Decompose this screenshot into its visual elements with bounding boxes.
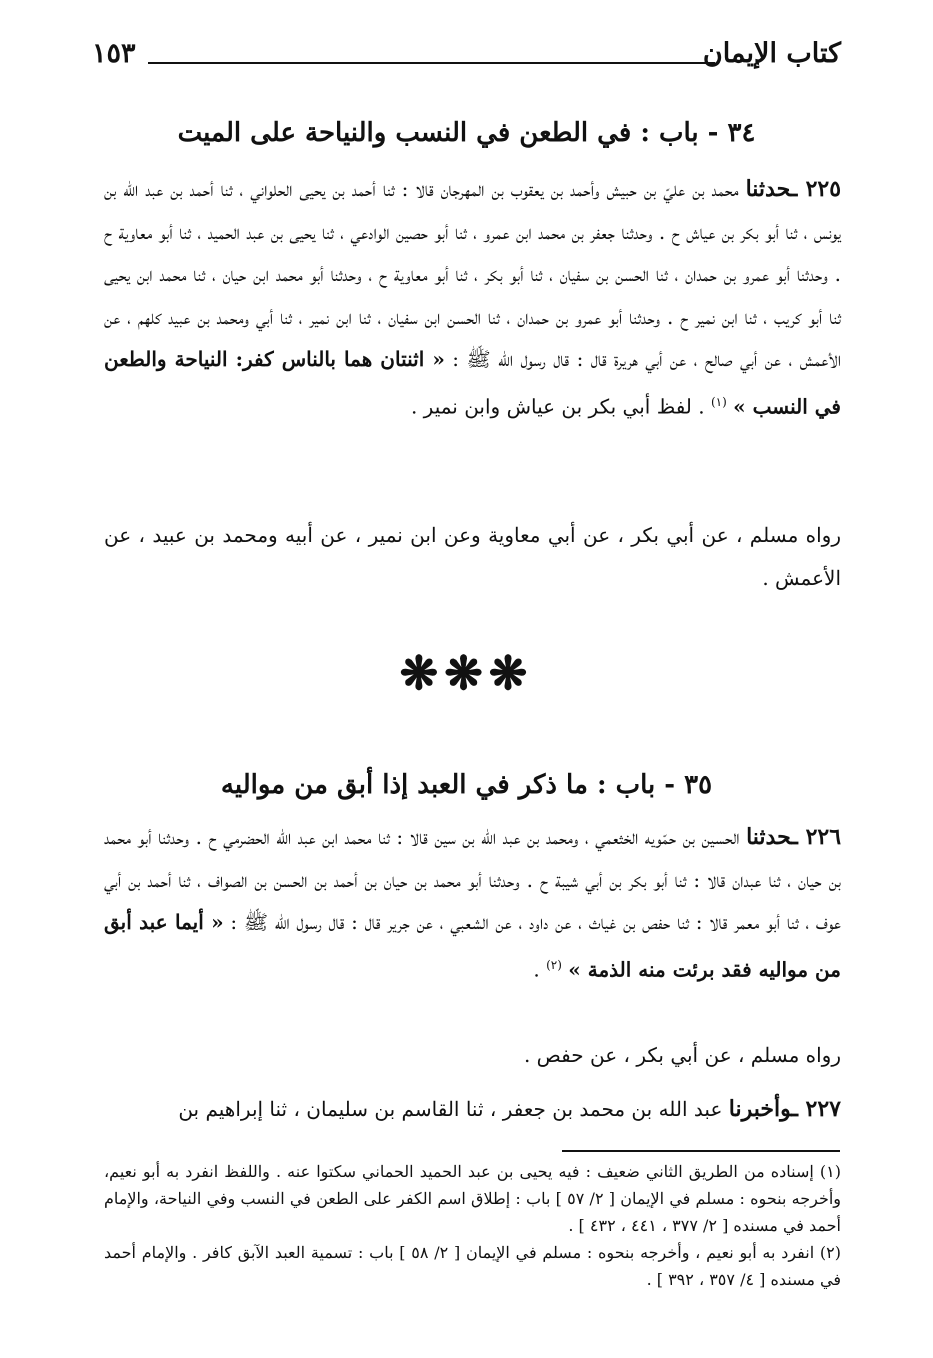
hadith-number: ٢٢٥ ـ	[790, 176, 842, 202]
riwaya-226: رواه مسلم ، عن أبي بكر ، عن حفص .	[523, 1043, 841, 1067]
footnote-ref-2: (٢)	[546, 957, 562, 972]
hadith-225	[104, 168, 841, 428]
footnote-ref-1: (١)	[710, 394, 727, 409]
hadith-isnad: الحسين بن حمّويه الخثعمي ، ومحمد بن عبد الله بن سين قالا : ثنا محمد ابن عبد الله الحضرمي ح . وحدثنا أبو محمد بن حيان ، ثنا عبدان قالا : ثنا أبو بكر بن أبي شيبة ح . وحدثنا أبو محمد بن حيان بن أحمد بن الحسن بن الصواف ، ثنا أحمد بن أبي عوف ، ثنا أبو معمر قالا : ثنا حفص بن غياث ، عن داود ، عن الشعبي ، عن جرير قال : قال رسول الله ﷺ :	[104, 825, 842, 934]
hadith-227	[104, 1088, 841, 1131]
section-separator: ❋❋❋	[399, 646, 534, 700]
hadith-226	[104, 816, 841, 991]
page-header	[92, 34, 841, 80]
hadith-isnad: عبد الله بن محمد بن جعفر ، ثنا القاسم بن سليمان ، ثنا إبراهيم بن	[178, 1097, 723, 1121]
hadith-matn: « أيما عبد أبق من مواليه فقد برئت منه الذمة »	[104, 910, 841, 982]
chapter-35-title: ٣٥ - باب : ما ذكر في العبد إذا أبق من مواليه	[220, 770, 713, 800]
hadith-number: ٢٢٧ ـ	[791, 1096, 841, 1122]
running-title: كتاب الإيمان	[702, 38, 841, 69]
header-rule	[148, 62, 715, 64]
hadith-tail: . لفظ أبي بكر بن عياش وابن نمير .	[410, 394, 705, 419]
hadith-lead-word: حدثنا	[745, 176, 791, 202]
riwaya-225: رواه مسلم ، عن أبي بكر ، عن أبي معاوية وعن ابن نمير ، عن أبيه ومحمد بن عبيد ، عن الأعمش .	[104, 523, 841, 590]
footnotes	[104, 1158, 841, 1293]
chapter-34-title: ٣٤ - باب : في الطعن في النسب والنياحة على الميت	[177, 118, 756, 148]
footnote-2: (٢) انفرد به أبو نعيم ، وأخرجه بنحوه : مسلم في الإيمان [ ٢/ ٥٨ ] باب : تسمية العبد الآبق كافر . والإمام أحمد في مسنده [ ٤/ ٣٥٧ ، ٣٩٢ ] .	[104, 1243, 841, 1289]
hadith-lead-word: وأخبرنا	[728, 1096, 792, 1122]
footnote-rule	[562, 1150, 840, 1152]
page-number: ١٥٣	[92, 38, 136, 69]
hadith-number: ٢٢٦ ـ	[791, 824, 842, 850]
hadith-tail: .	[533, 957, 540, 982]
hadith-lead-word: حدثنا	[746, 824, 792, 850]
hadith-matn: « اثنتان هما بالناس كفر: النياحة والطعن في النسب »	[104, 347, 841, 419]
hadith-isnad: محمد بن عليّ بن حبيش وأحمد بن يعقوب بن المهرجان قالا : ثنا أحمد بن يحيى الحلواني ، ثنا أحمد بن عبد الله بن يونس ، ثنا أبو بكر بن عياش ح . وحدثنا جعفر بن محمد ابن عمرو ، ثنا أبو حصين الوادعي ، ثنا يحيى بن عبد الحميد ، ثنا أبو معاوية ح . وحدثنا أبو عمرو بن حمدان ، ثنا الحسن بن سفيان ، ثنا أبو بكر ، ثنا أبو معاوية ح ، وحدثنا أبو محمد ابن حيان ، ثنا محمد ابن يحيى ثنا أبو كريب ، ثنا ابن نمير ح . وحدثنا أبو عمرو بن حمدان ، ثنا الحسن ابن سفيان ، ثنا ابن نمير ، ثنا أبي ومحمد بن عبيد كلهم ، عن الأعمش ، عن أبي صالح ، عن أبي هريرة قال : قال رسول الله ﷺ :	[104, 177, 842, 371]
footnote-1: (١) إسناده من الطريق الثاني ضعيف : فيه يحيى بن عبد الحميد الحماني سكتوا عنه . واللفظ انفرد به أبو نعيم، وأخرجه بنحوه : مسلم في الإيمان [ ٢/ ٥٧ ] باب : إطلاق اسم الكفر على الطعن في النسب وفي النياحة، والإمام أحمد في مسنده [ ٢/ ٣٧٧ ، ٤٤١ ، ٤٣٢ ] .	[104, 1162, 842, 1235]
